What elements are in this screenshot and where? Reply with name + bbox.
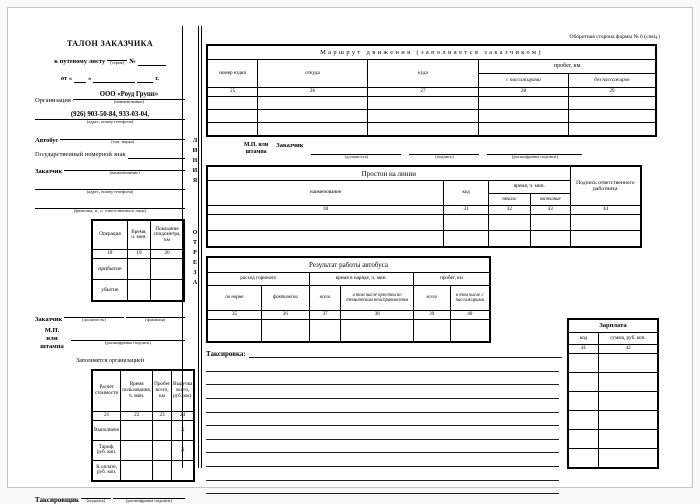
blank-line xyxy=(206,467,559,481)
table-row xyxy=(568,373,658,392)
empty-cell xyxy=(450,320,490,343)
bus-field xyxy=(60,132,185,145)
name-field xyxy=(487,147,582,160)
cut-line-rule xyxy=(198,26,199,468)
col-header: в том числе с пассажирами xyxy=(450,286,490,311)
code-cell: 20 xyxy=(151,250,184,259)
empty-cell xyxy=(341,320,414,343)
row-label: прибытие xyxy=(92,259,127,280)
col-header: Время пользования, ч. мин. xyxy=(121,370,153,412)
plate-label: Государственный номерной знак xyxy=(35,150,126,158)
col-header: сумма, руб. коп. xyxy=(599,333,658,345)
col-header: куда xyxy=(367,60,478,88)
blank-line xyxy=(206,372,559,386)
number-sign: № xyxy=(129,57,136,65)
stamp-line2: или xyxy=(46,335,58,343)
customer-person-caption: (фамилия, и., о. ответственного лица) xyxy=(74,207,146,213)
position-field xyxy=(311,147,401,160)
codes-row xyxy=(207,88,656,97)
stamp-signature-field xyxy=(71,333,185,346)
customer-sign-label: Заказчик xyxy=(35,315,63,323)
organization-name: ООО «Роуд Групп» xyxy=(73,91,185,100)
empty-cell xyxy=(599,411,658,430)
empty-cell xyxy=(121,440,153,460)
col-header: время, ч. мин. xyxy=(488,181,570,194)
taxing-label: Таксировка: xyxy=(206,350,246,359)
bus-line xyxy=(35,132,185,145)
blank-line xyxy=(74,75,86,83)
header-row xyxy=(92,370,194,412)
name-caption: (расшифровка подписи) xyxy=(512,154,558,160)
code-cell: 29 xyxy=(568,88,656,97)
blank-line xyxy=(206,481,559,495)
mark-cell: X xyxy=(172,440,195,460)
col-header: Подпись ответственного работника xyxy=(570,166,641,206)
taxing-block xyxy=(206,349,562,494)
taxer-sign-caption: (подпись) xyxy=(86,497,106,503)
stamp-line1: М.П. или xyxy=(244,142,269,149)
phones-value: (926) 903-50-84, 933-03-04, xyxy=(35,111,185,120)
row-label: К оплате, руб. коп. xyxy=(92,460,121,481)
empty-cell xyxy=(207,215,444,231)
empty-cell xyxy=(599,392,658,411)
cut-line-word-2: ОТРЕЗА xyxy=(192,230,198,290)
organization-label: Организация xyxy=(35,96,71,104)
cost-table xyxy=(91,369,195,482)
taxer-label: Таксировщик xyxy=(35,495,79,504)
codes-row xyxy=(92,250,184,259)
col-header: с пассажирами xyxy=(479,74,569,88)
position-field xyxy=(64,310,123,323)
code-cell: 23 xyxy=(153,411,172,420)
table-row xyxy=(207,97,656,110)
code-cell: 31 xyxy=(444,206,489,215)
empty-cell xyxy=(479,123,569,137)
from-label: от « xyxy=(60,74,73,82)
empty-cell xyxy=(151,280,184,302)
title-row xyxy=(207,257,490,273)
col-header: пробег, км xyxy=(413,273,490,286)
table-row xyxy=(207,123,656,137)
table-row xyxy=(568,411,658,430)
group-header-row xyxy=(207,273,490,286)
table-row xyxy=(92,460,194,481)
empty-cell xyxy=(599,373,658,392)
form-note: Оборотная сторона формы № 6 (спец.) xyxy=(569,34,660,40)
customer-sign-line xyxy=(35,310,185,323)
code-cell: 25 xyxy=(207,88,258,97)
customer-addr-field xyxy=(35,181,185,195)
customer-label: Заказчик xyxy=(276,142,304,150)
col-header: откуда xyxy=(258,60,367,88)
route-table xyxy=(206,44,657,137)
cut-line-rule xyxy=(182,26,183,468)
downtime-title: Простои на линии xyxy=(207,166,570,181)
empty-cell xyxy=(151,259,184,280)
code-cell: 36 xyxy=(261,311,309,320)
code-cell: 38 xyxy=(341,311,414,320)
blank-line xyxy=(249,349,562,358)
blank-line xyxy=(137,75,153,83)
position-caption: (должность) xyxy=(82,317,106,323)
code-cell: 22 xyxy=(121,411,153,420)
form-sheet xyxy=(7,7,693,504)
empty-cell xyxy=(599,354,658,373)
empty-cell xyxy=(568,373,599,392)
empty-cell xyxy=(207,97,258,110)
table-row xyxy=(92,259,184,280)
stamp-line3: штампа xyxy=(40,343,64,350)
blank-line xyxy=(206,440,559,454)
title-row xyxy=(207,45,656,60)
taxer-sign-field xyxy=(81,491,111,504)
waybill-label: к путевому листу xyxy=(54,57,106,65)
stamp-label xyxy=(35,327,69,350)
code-cell: 34 xyxy=(570,206,641,215)
col-header: код xyxy=(444,181,489,206)
code-cell: 37 xyxy=(309,311,341,320)
blank-line xyxy=(206,358,559,372)
series-caption: (серия) xyxy=(110,59,125,65)
codes-row xyxy=(568,345,658,354)
salary-table xyxy=(567,318,659,469)
empty-cell xyxy=(568,97,656,110)
col-header: время в наряде, ч. мин. xyxy=(309,273,413,286)
sign-caption: (подпись) xyxy=(435,154,454,160)
customer-name-field xyxy=(64,163,185,176)
code-cell: 28 xyxy=(479,88,569,97)
empty-cell xyxy=(568,110,656,123)
cut-line-rule xyxy=(201,26,202,468)
codes-row xyxy=(92,411,194,420)
surname-caption: (фамилия) xyxy=(145,317,166,323)
code-cell: 30 xyxy=(207,206,444,215)
codes-row xyxy=(207,206,641,215)
col-header: Расчет стоимости xyxy=(92,370,121,412)
col-header: Пробег всего, км xyxy=(153,370,172,412)
customer-label: Заказчик xyxy=(35,167,63,175)
header-row xyxy=(568,333,658,345)
col-header: всего xyxy=(309,286,341,311)
blank-line xyxy=(128,151,185,159)
code-cell: 21 xyxy=(92,411,121,420)
mark-cell: X xyxy=(172,420,195,440)
result-table xyxy=(206,256,491,343)
col-header: начало xyxy=(488,194,530,206)
empty-cell xyxy=(153,460,172,481)
empty-cell xyxy=(261,320,309,343)
empty-cell xyxy=(444,215,489,231)
customer-person-field xyxy=(35,200,185,214)
empty-cell xyxy=(530,231,570,248)
code-cell: 42 xyxy=(599,345,658,354)
table-row xyxy=(207,231,641,248)
code-cell: 27 xyxy=(367,88,478,97)
empty-cell xyxy=(207,320,261,343)
operations-table-wrap xyxy=(91,219,185,302)
coupon-title: ТАЛОН ЗАКАЗЧИКА xyxy=(66,39,154,48)
organization-field xyxy=(73,91,185,105)
table-row xyxy=(568,392,658,411)
col-header: окончание xyxy=(530,194,570,206)
code-cell: 19 xyxy=(127,250,150,259)
empty-cell xyxy=(530,215,570,231)
table-row xyxy=(568,354,658,373)
empty-cell xyxy=(153,420,172,440)
code-cell: 26 xyxy=(258,88,367,97)
salary-title: Зарплата xyxy=(568,319,658,333)
code-cell: 32 xyxy=(488,206,530,215)
header-row xyxy=(207,60,656,74)
sign-field xyxy=(409,147,479,160)
empty-cell xyxy=(153,440,172,460)
cut-line-word-1: ЛИНИЯ xyxy=(192,138,198,188)
empty-cell xyxy=(127,259,150,280)
empty-cell xyxy=(258,97,367,110)
col-header: Операция xyxy=(92,220,127,250)
empty-cell xyxy=(568,123,656,137)
stamp-line2: штампа xyxy=(245,149,267,156)
empty-cell xyxy=(121,420,153,440)
bus-label: Автобус xyxy=(35,136,59,144)
table-row xyxy=(92,420,194,440)
col-header: номер ездки xyxy=(207,60,258,88)
empty-cell xyxy=(367,97,478,110)
empty-cell xyxy=(121,460,153,481)
customer-line xyxy=(35,163,185,176)
organization-line xyxy=(35,91,185,105)
blank-line xyxy=(206,399,559,413)
empty-cell xyxy=(479,97,569,110)
code-cell: 40 xyxy=(450,311,490,320)
org-section-title: Заполняется организацией xyxy=(76,357,144,364)
quote-close: » xyxy=(88,74,92,82)
stamp-block xyxy=(35,327,185,350)
taxer-line xyxy=(35,491,185,504)
table-row xyxy=(92,280,184,302)
col-header: в том числе простои по техническим неисправностям xyxy=(341,286,414,311)
organization-caption: (наименование) xyxy=(113,98,145,104)
blank-line xyxy=(93,75,135,83)
col-header: расход горючего xyxy=(207,273,309,286)
table-row xyxy=(568,430,658,449)
code-cell: 24 xyxy=(172,411,195,420)
col-header: без пассажиров xyxy=(568,74,656,88)
row-label: Выполнено xyxy=(92,420,121,440)
codes-row xyxy=(207,311,490,320)
date-line xyxy=(35,75,185,83)
col-header: Показание спидометра, км xyxy=(151,220,184,250)
empty-cell xyxy=(309,320,341,343)
surname-field xyxy=(126,310,185,323)
col-header: фактически xyxy=(261,286,309,311)
empty-cell xyxy=(568,392,599,411)
title-row xyxy=(207,166,641,181)
reverse-side-section xyxy=(206,28,662,494)
downtime-table xyxy=(206,165,642,248)
position-caption: (должность) xyxy=(344,154,369,160)
empty-cell xyxy=(568,430,599,449)
blank-line xyxy=(206,453,559,467)
result-title: Результат работы автобуса xyxy=(207,257,490,273)
header-row xyxy=(92,220,184,250)
stamp-label xyxy=(244,142,268,156)
empty-cell xyxy=(207,231,444,248)
year-label: г. xyxy=(155,74,160,82)
empty-cell xyxy=(258,110,367,123)
plate-line xyxy=(35,151,185,159)
stamp-signature-caption: (расшифровка подписи) xyxy=(105,340,151,346)
table-row xyxy=(207,215,641,231)
empty-cell xyxy=(127,280,150,302)
empty-cell xyxy=(479,110,569,123)
empty-cell xyxy=(488,215,530,231)
customer-addr-caption: (адрес, номер телефона) xyxy=(86,188,134,194)
blank-line xyxy=(206,385,559,399)
table-row xyxy=(92,440,194,460)
col-header: по норме xyxy=(207,286,261,311)
table-row xyxy=(207,320,490,343)
empty-cell xyxy=(568,449,599,469)
phones-caption: (адрес, номер телефона) xyxy=(86,118,134,124)
salary-table-wrap xyxy=(567,318,659,469)
stamp-line1: М.П. xyxy=(44,327,60,335)
blank-line xyxy=(206,426,559,440)
empty-cell xyxy=(568,354,599,373)
bus-caption: (тип, марка) xyxy=(111,138,135,144)
empty-cell xyxy=(413,320,450,343)
row-label: убытие xyxy=(92,280,127,302)
empty-cell xyxy=(258,123,367,137)
coupon-section xyxy=(35,29,193,504)
code-cell: 41 xyxy=(568,345,599,354)
taxing-label-row xyxy=(206,349,562,358)
customer-name-caption: (наименование) xyxy=(109,169,140,175)
blank-line xyxy=(206,413,559,427)
empty-cell xyxy=(599,430,658,449)
taxer-name-caption: (расшифровка подписи) xyxy=(126,497,172,503)
code-cell: 35 xyxy=(207,311,261,320)
code-cell: 33 xyxy=(530,206,570,215)
col-header: код xyxy=(568,333,599,345)
title-row xyxy=(568,319,658,333)
waybill-line xyxy=(35,53,185,66)
empty-cell xyxy=(444,231,489,248)
empty-cell xyxy=(207,123,258,137)
empty-cell xyxy=(367,110,478,123)
cost-table-wrap xyxy=(91,369,193,482)
empty-cell xyxy=(570,215,641,231)
empty-cell xyxy=(568,411,599,430)
operations-table xyxy=(91,219,185,302)
route-title: Маршрут движения (заполняется заказчиком) xyxy=(207,45,656,60)
col-header: всего xyxy=(413,286,450,311)
blank-line xyxy=(138,58,166,66)
empty-cell xyxy=(488,231,530,248)
col-header: Выручка всего, руб. коп. xyxy=(172,370,195,412)
empty-cell xyxy=(599,449,658,469)
table-row xyxy=(207,110,656,123)
empty-cell xyxy=(367,123,478,137)
code-cell: 39 xyxy=(413,311,450,320)
subheader-row xyxy=(207,286,490,311)
code-cell: 18 xyxy=(92,250,127,259)
empty-cell xyxy=(570,231,641,248)
table-row xyxy=(568,449,658,469)
col-header: наименование xyxy=(207,181,444,206)
stamp-sign-row xyxy=(244,142,662,160)
col-header: пробег, км xyxy=(479,60,656,74)
row-label: Тариф, руб. коп. xyxy=(92,440,121,460)
phones-field xyxy=(35,111,185,125)
taxer-name-field xyxy=(113,491,185,504)
empty-cell xyxy=(207,110,258,123)
col-header: Время, ч. мин. xyxy=(127,220,150,250)
series-field xyxy=(107,53,127,66)
